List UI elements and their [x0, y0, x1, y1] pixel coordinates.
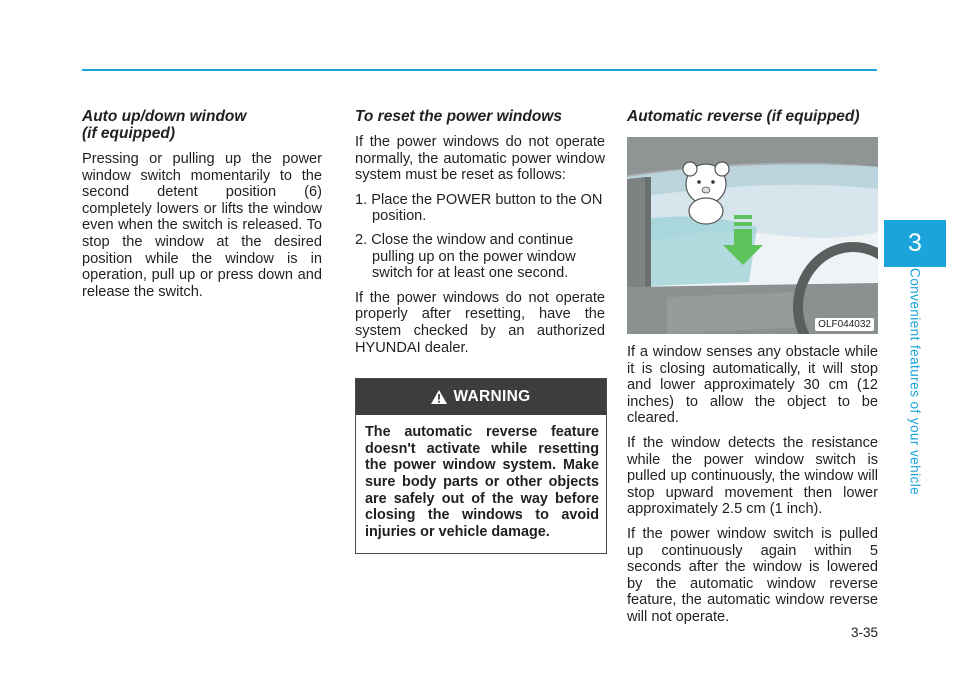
warning-text: The automatic reverse feature doesn't activate while resetting the power window system. Make sure body parts or other objects are safely out of the way before closing the windows to avoid injuries or vehicle damage.	[365, 424, 599, 540]
reset-steps	[355, 192, 605, 282]
warning-label: WARNING	[453, 388, 531, 406]
image-code-label: OLF044032	[815, 318, 874, 331]
reset-heading: To reset the power windows	[355, 108, 562, 125]
header-rule	[82, 69, 877, 71]
auto-reverse-para-2: If the window detects the resistance while the power window switch is pulled up continuously, the window will stop upward movement then lower approximately 2.5 cm (1 inch).	[627, 434, 878, 518]
reset-outro: If the power windows do not operate properly after resetting, have the system checked by an authorized HYUNDAI dealer.	[355, 289, 605, 356]
auto-reverse-para-3: If the power window switch is pulled up continuously again within 5 seconds after the window is lowered by the automatic window reverse feature, the automatic window reverse will not operate.	[627, 525, 878, 625]
auto-updown-heading-line2: (if equipped)	[82, 125, 175, 142]
warning-body	[356, 415, 606, 553]
reset-intro: If the power windows do not operate normally, the automatic power window system must be reset as follows:	[355, 134, 605, 184]
auto-reverse-para-1: If a window senses any obstacle while it is closing automatically, it will stop and lower approximately 30 cm (12 inches) to allow the object to be cleared.	[627, 344, 878, 427]
reset-step-2: 2. Close the window and continue pulling up on the power window switch for at least one second.	[355, 231, 576, 282]
auto-updown-heading-line1: Auto up/down window	[82, 108, 247, 125]
page-number: 3-35	[850, 625, 878, 640]
chapter-title	[884, 268, 946, 496]
column-auto-updown	[82, 108, 322, 308]
reset-step-1: 1. Place the POWER button to the ON position.	[355, 191, 603, 225]
car-window-illustration	[627, 137, 878, 334]
warning-header	[356, 379, 606, 415]
auto-reverse-heading: Automatic reverse (if equipped)	[627, 108, 860, 125]
warning-triangle-icon	[431, 390, 447, 404]
warning-box	[355, 378, 607, 554]
auto-updown-body: Pressing or pulling up the power window switch momentarily to the second detent position (6) completely lowers or lifts the window even when the switch is released. To stop the window at the desired position while the window is in operation, pull up or press down and release the switch.	[82, 151, 322, 300]
column-reset-windows	[355, 108, 605, 554]
column-auto-reverse	[627, 108, 878, 634]
car-interior-image	[627, 137, 878, 334]
chapter-number-tab: 3	[884, 220, 946, 267]
chapter-title-text: Convenient features of your vehicle	[907, 268, 923, 496]
auto-updown-heading	[82, 108, 322, 142]
